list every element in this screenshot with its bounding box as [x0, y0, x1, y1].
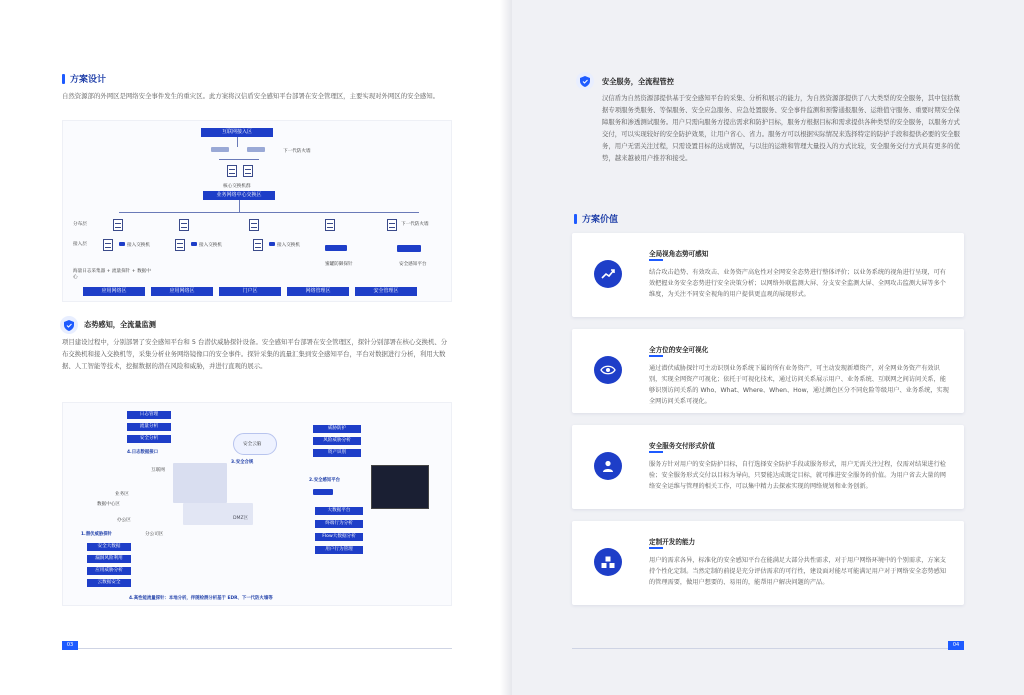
- page-number: 04: [948, 641, 964, 650]
- section-bar: [574, 214, 577, 224]
- section-header-design: [62, 72, 106, 85]
- zone-box: 门户区: [219, 287, 281, 296]
- card-title: 全方位的安全可视化: [649, 346, 709, 354]
- feature-box: 流量分析: [127, 423, 171, 431]
- card-body: 用户的需求各异，标准化的安全感知平台在能满足大部分共性需求，对于用户网络环境中的个别需求，方案支持个性化定制。当然定制的前提是充分评估需求的可行性，建设面对能尽可能满足用户对于网络安全态势感知的管理需要，做用户想要的、易用的，能帮用户解决问题的产品。: [649, 557, 946, 586]
- section-title: 方案设计: [70, 75, 107, 85]
- core-switch-icon: [243, 165, 253, 177]
- shield-icon: [60, 316, 78, 334]
- access-switch-label-3: 接入交换机: [277, 243, 300, 248]
- link-line: [239, 200, 240, 212]
- feature-box: 威胁防护: [313, 425, 361, 433]
- distribution-bus: [119, 212, 419, 213]
- card-accent: [649, 451, 663, 453]
- caption-platform: 2.安全感知平台: [309, 478, 341, 483]
- footer-rule: [62, 648, 452, 649]
- next-firewall-label: 下一代防火墙: [401, 222, 429, 227]
- subsection-title: 态势感知，全流量监测: [84, 320, 156, 329]
- core-zone-box: 业务网络中心交换区: [203, 191, 275, 200]
- trend-up-icon: [594, 260, 622, 288]
- feature-box: 安全分析: [127, 435, 171, 443]
- card-title: 全局视角态势可感知: [649, 250, 709, 258]
- cloud-label: 安全云脑: [243, 442, 262, 447]
- probe-device: [119, 242, 125, 246]
- access-switch-icon: [253, 239, 263, 251]
- value-card: [572, 425, 964, 509]
- card-body: 服务方针对用户的安全防护目标，自行选择安全防护手段或服务形式，用户无需关注过程，仅需对结果进行检验；安全服务形式交付以目标为导向，只要能达成既定目标，就可推进安全服务的价值。为用户省去大量的网络安全运维与管理的相关工作，可以集中精力去探索实现的网络规划和业务创新。: [649, 461, 946, 490]
- honeypot-probe-device: [325, 245, 347, 251]
- core-switch-icon: [227, 165, 237, 177]
- distribution-layer-label: 分布层: [73, 222, 87, 227]
- feature-box: 用户行为管理: [315, 546, 363, 554]
- firewall-device: [211, 147, 229, 152]
- subsection-title: 安全服务，全流程管控: [602, 77, 674, 86]
- feature-box: 大数据平台: [315, 507, 363, 515]
- platform-label: 安全感知平台: [399, 262, 427, 267]
- feature-box: 日志管理: [127, 411, 171, 419]
- caption-safe: 3.安全合规: [231, 460, 254, 465]
- access-switch-label-2: 接入交换机: [199, 243, 222, 248]
- card-accent: [649, 259, 663, 261]
- zone-box: 网络管理区: [287, 287, 349, 296]
- value-card: [572, 329, 964, 413]
- net-label: DMZ区: [233, 516, 249, 521]
- bottom-caption: 4.高性能流量探针：本地分析，伴随检测分析基于 EDR、下一代防火墙等: [129, 596, 273, 601]
- zone-box: 应用网络区: [83, 287, 145, 296]
- core-switch-label: 核心交换机群: [223, 184, 251, 189]
- caption-log-interface: 4.日志数据接口: [127, 450, 159, 455]
- dashboard-screen: [371, 465, 429, 509]
- zone-box: 安全管理区: [355, 287, 417, 296]
- firewall-label: 下一代防火墙: [283, 149, 311, 154]
- dist-switch-icon: [113, 219, 123, 231]
- net-label: 数据中心区: [97, 502, 120, 507]
- dist-switch-icon: [325, 219, 335, 231]
- card-accent: [649, 355, 663, 357]
- network-topology-diagram: [62, 120, 452, 302]
- caption-probe: 1.潜伏威胁探针: [81, 532, 113, 537]
- net-label: 业务区: [115, 492, 129, 497]
- section-title: 方案价值: [582, 215, 619, 225]
- card-body: 结合攻击趋势、有效攻击、业务资产高危性对全网安全态势进行整体评价；以业务系统的视角进行呈现，可有效把握业务安全态势进行安全决策分析；以网络外联监测大屏、分支安全监测大屏、全网攻击监测大屏等多个维度，为关注不同安全视角的用户提供更直观的展现形式。: [649, 269, 946, 298]
- feature-box: 云数据安全: [87, 579, 131, 587]
- link-line: [237, 137, 238, 147]
- section-header-value: [574, 212, 618, 225]
- probe-device: [269, 242, 275, 246]
- value-card: [572, 521, 964, 605]
- net-label: 分公司区: [145, 532, 164, 537]
- access-layer-label: 接入层: [73, 242, 87, 247]
- network-iso-graphic: [173, 463, 227, 503]
- feature-box: 应用威胁分析: [87, 567, 131, 575]
- feature-box: 终端行为分析: [315, 520, 363, 528]
- feature-box: 风险威胁分析: [313, 437, 361, 445]
- internet-zone-box: 互联网接入区: [201, 128, 273, 137]
- honeypot-probe-label: 蜜罐防御探针: [325, 262, 353, 267]
- card-body: 通过潜伏威胁探针可主动识别业务系统下属的所有业务资产，可主动发现新增资产，对全网业务资产有效识别，实现全网资产可视化；依托于可视化技术，通过访问关系展示用户、业务系统、互联网之间访问关系，能够识别访问关系的 Who、What、Where、When、How，通过颜色区分不同危险等级用户、业务系统，实现全网访问关系可视化。: [649, 365, 949, 405]
- page-number: 03: [62, 641, 78, 650]
- awareness-architecture-diagram: [62, 402, 452, 606]
- card-title: 定制开发的能力: [649, 538, 696, 546]
- feature-box: 资产识别: [313, 449, 361, 457]
- intro-paragraph: 自然资源部的外网区是网络安全事件发生的重灾区。此方案将汉信盾安全感知平台部署在安全管理区，主要实现对外网区的安全感知。: [62, 92, 440, 100]
- card-accent: [649, 547, 663, 549]
- left-note: 海量日志采集器 + 流量探针 + 数据中心: [73, 269, 151, 280]
- access-switch-icon: [175, 239, 185, 251]
- zone-box: 应用网络区: [151, 287, 213, 296]
- footer-rule: [572, 648, 964, 649]
- section-bar: [62, 74, 65, 84]
- feature-box: Flow大数据分析: [315, 533, 363, 541]
- link-line: [219, 159, 259, 160]
- dist-switch-icon: [387, 219, 397, 231]
- card-title: 安全服务交付形式价值: [649, 442, 715, 450]
- subsection-paragraph: 项目建设过程中，分别部署了安全感知平台和 5 台潜伏威胁探针设备。安全感知平台部署在安全管理区，探针分别部署在核心交换机、分布交换机和接入交换机等，采集分析业务网络镜像口的安全事件。探针采集的流量汇集到安全感知平台，平台对数据进行分析，利用大数据、人工智能等技术，挖掘数据的潜在风险和威胁，并进行直观的展示。: [62, 338, 448, 370]
- access-switch-label-1: 接入交换机: [127, 243, 150, 248]
- value-card: [572, 233, 964, 317]
- eye-icon: [594, 356, 622, 384]
- feature-box: 漏洞风险利用: [87, 555, 131, 563]
- subsection-paragraph: 汉信盾为自然资源部提供基于安全感知平台的采集、分析和展示的能力，为自然资源部提供了八大类型的安全服务，其中包括数据专项服务类服务、等保服务、安全应急服务、应急处置服务、安全事件监测和预警通报服务、运维值守服务、重要时期安全保障服务和渗透测试服务。用户只需向服务方提出需求和防护目标，服务方根据目标和需求提供各种类型的安全服务，以服务方式交付，可以实现较好的安全防护效果，让用户省心、省力。服务方可以根据实际情况来选择特定的防护手段和提供必要的安全服务，用户无需关注过程，只需设置目标的达成情况，与以往的运维和管理大量投入的方式比较，安全服务交付方式具有更多的优势，越来越被用户推荐和接受。: [602, 94, 960, 162]
- platform-device: [397, 245, 421, 252]
- net-label: 互联网: [151, 468, 165, 473]
- platform-device: [313, 489, 333, 495]
- firewall-device: [247, 147, 265, 152]
- net-label: 办公区: [117, 518, 131, 523]
- dist-switch-icon: [179, 219, 189, 231]
- user-service-icon: [594, 452, 622, 480]
- network-iso-graphic: [183, 503, 253, 525]
- access-switch-icon: [103, 239, 113, 251]
- shield-icon: [576, 72, 594, 90]
- dist-switch-icon: [249, 219, 259, 231]
- cubes-icon: [594, 548, 622, 576]
- feature-box: 安全大数据: [87, 543, 131, 551]
- probe-device: [191, 242, 197, 246]
